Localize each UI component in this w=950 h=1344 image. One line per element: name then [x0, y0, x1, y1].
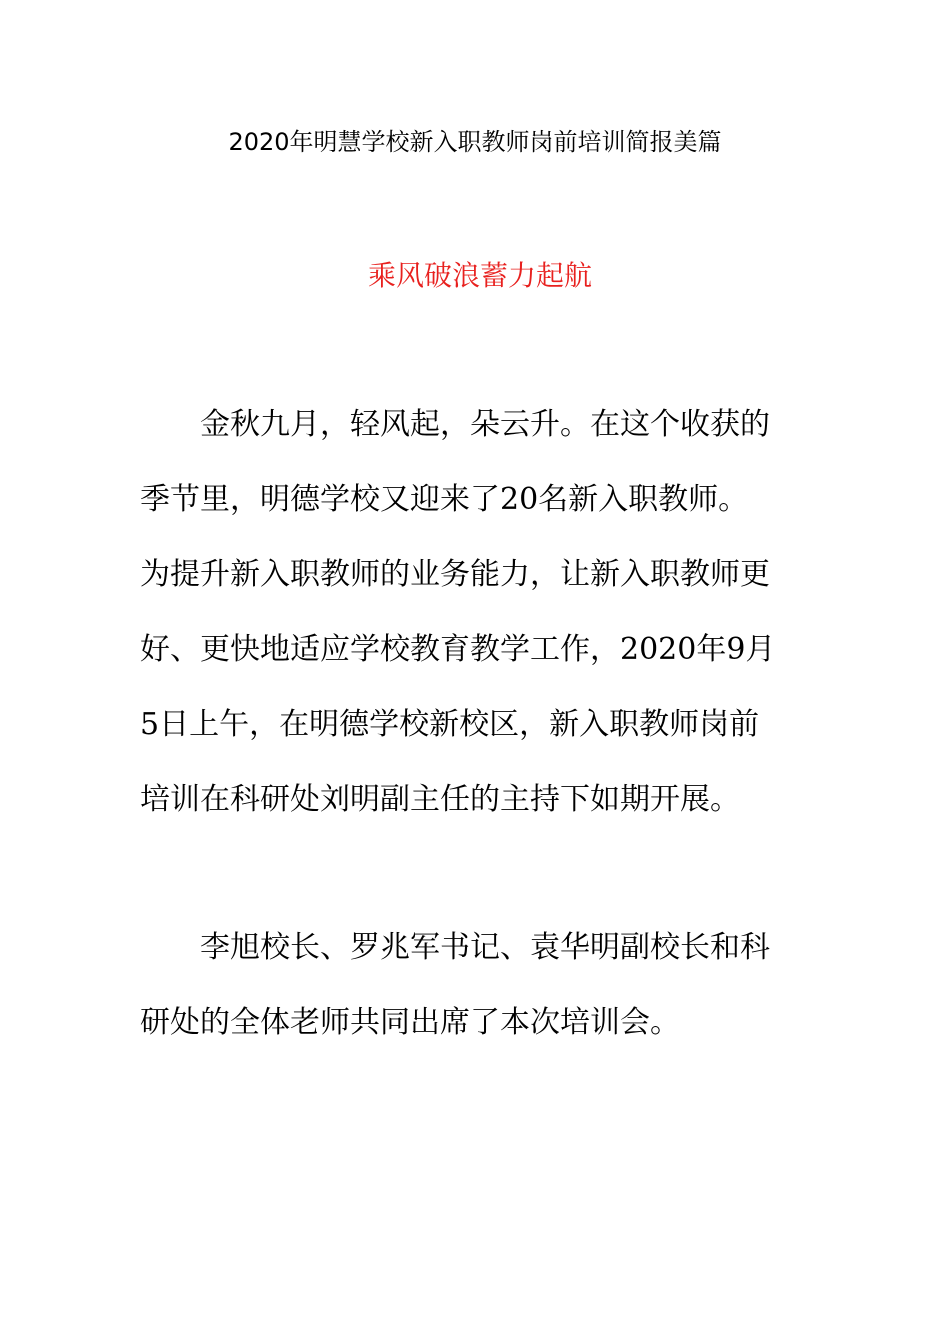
paragraph-line: 5日上午，在明德学校新校区，新入职教师岗前 [140, 707, 760, 742]
document-title: 2020年明慧学校新入职教师岗前培训简报美篇 [228, 128, 722, 156]
paragraph-line: 李旭校长、罗兆军书记、袁华明副校长和科 [200, 930, 770, 965]
paragraph-line: 好、更快地适应学校教育教学工作，2020年9月 [140, 632, 776, 667]
paragraph-line: 研处的全体老师共同出席了本次培训会。 [140, 1005, 680, 1040]
paragraph-line: 季节里，明德学校又迎来了20名新入职教师。 [140, 482, 749, 517]
paragraph-line: 为提升新入职教师的业务能力，让新入职教师更 [140, 557, 770, 592]
document-subtitle: 乘风破浪蓄力起航 [367, 259, 592, 292]
paragraph-line: 金秋九月，轻风起，朵云升。在这个收获的 [200, 407, 770, 442]
paragraph-line: 培训在科研处刘明副主任的主持下如期开展。 [140, 782, 740, 817]
